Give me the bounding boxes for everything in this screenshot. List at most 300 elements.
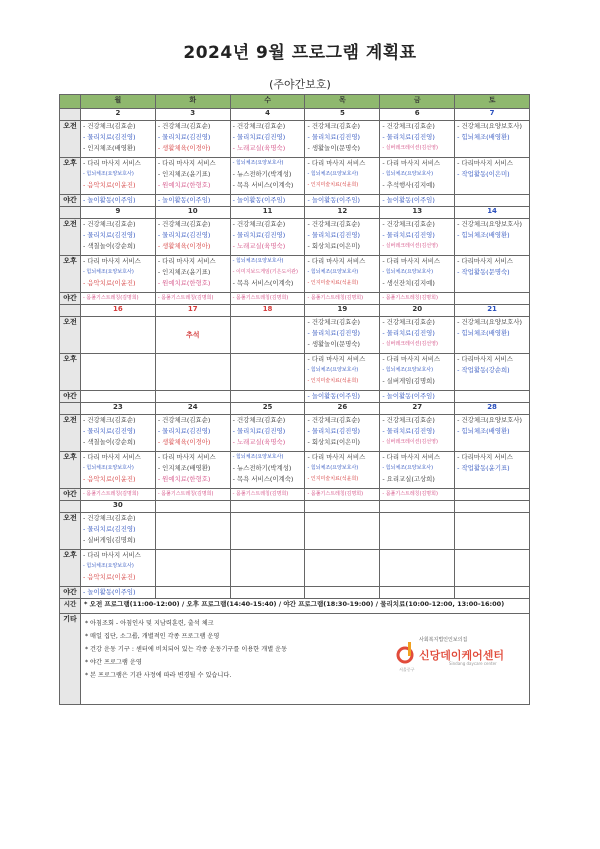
program-item: - 다리 마사지 서비스	[382, 159, 441, 167]
program-item: - 건강체크(김효순)	[382, 122, 435, 130]
program-item: - 인지미술치료(석윤희)	[307, 182, 359, 188]
schedule-cell	[230, 317, 305, 354]
program-item: - 물리치료(김진영)	[157, 427, 211, 435]
schedule-cell	[380, 391, 455, 403]
date-row	[60, 501, 530, 513]
program-item: - 힘뇌체조(배영환)	[457, 329, 510, 337]
date-number: 10	[155, 207, 230, 219]
date-number: 12	[305, 207, 380, 219]
schedule-cell	[81, 219, 156, 256]
program-item: - 이미지보드게임(기은도서관)	[232, 269, 298, 275]
program-item: - 몸풀기스트레칭(김명희)	[83, 295, 139, 301]
program-item: - 힘뇌체조(요양보호사)	[382, 465, 434, 471]
schedule-cell	[155, 489, 230, 501]
schedule-cell	[155, 256, 230, 293]
program-item: - 물리치료(김진영)	[232, 427, 286, 435]
program-item: - 인지미술치료(석윤희)	[307, 378, 359, 384]
period-label-pm: 오후	[60, 452, 81, 489]
program-item: - 작업활동(강순희)	[457, 366, 510, 374]
program-item: - 건강체크(김효순)	[232, 220, 286, 228]
day-header-fri: 금	[380, 95, 455, 109]
date-number: 13	[380, 207, 455, 219]
program-item: - 힘뇌체조(배영환)	[457, 231, 510, 239]
schedule-cell	[305, 293, 380, 305]
program-item: - 다리마사지 서비스	[457, 355, 513, 363]
schedule-cell	[155, 391, 230, 403]
schedule-cell	[81, 452, 156, 489]
schedule-cell	[81, 354, 156, 391]
program-item: - 인지체조(윤기표)	[157, 268, 211, 276]
schedule-cell	[230, 587, 305, 599]
program-item: - 물리치료(김진영)	[307, 231, 361, 239]
schedule-cell	[455, 317, 530, 354]
schedule-cell	[380, 489, 455, 501]
program-item: - 생신잔치(김지예)	[382, 279, 435, 287]
date-number: 18	[230, 305, 305, 317]
schedule-cell	[455, 256, 530, 293]
schedule-cell	[81, 293, 156, 305]
period-label-pm: 오후	[60, 158, 81, 195]
period-row-ev	[60, 391, 530, 403]
program-item: - 몸풀기스트레칭(김명희)	[232, 295, 289, 301]
schedule-cell	[81, 587, 156, 599]
date-row-label	[60, 501, 81, 513]
program-item: - 건강체크(요양보호사)	[457, 220, 523, 228]
program-item: - 힘뇌체조(배영환)	[457, 427, 510, 435]
program-item: - 건강체크(요양보호사)	[457, 416, 523, 424]
schedule-cell	[81, 550, 156, 587]
date-number: 4	[230, 109, 305, 121]
program-item: - 물리치료(김진영)	[382, 231, 435, 239]
date-number: 21	[455, 305, 530, 317]
center-logo	[393, 634, 523, 674]
schedule-cell	[305, 158, 380, 195]
schedule-cell	[455, 195, 530, 207]
program-item: - 목욕 서비스(이계숙)	[232, 279, 294, 287]
schedule-cell	[155, 317, 230, 354]
schedule-cell	[455, 293, 530, 305]
program-item: - 목욕 서비스(이계숙)	[232, 181, 294, 189]
program-item: - 색칠놀이(강순희)	[83, 438, 136, 446]
date-number: 24	[155, 403, 230, 415]
date-number: 14	[455, 207, 530, 219]
program-item: - 놀이활동(이주임)	[83, 196, 136, 204]
period-label-am: 오전	[60, 317, 81, 354]
program-item: - 작업활동(문명숙)	[457, 268, 510, 276]
schedule-cell	[230, 550, 305, 587]
program-item: - 몸풀기스트레칭(김명희)	[382, 295, 438, 301]
schedule-cell	[81, 256, 156, 293]
schedule-cell	[155, 195, 230, 207]
schedule-cell	[305, 550, 380, 587]
program-item: - 실버레크레이션(김선영)	[382, 341, 438, 347]
date-number: 19	[305, 305, 380, 317]
period-label-ev: 야간	[60, 391, 81, 403]
period-row-am	[60, 317, 530, 354]
date-number: 7	[455, 109, 530, 121]
program-item: - 실버레크레이션(김선영)	[382, 145, 438, 151]
date-number: 11	[230, 207, 305, 219]
schedule-cell	[155, 219, 230, 256]
program-item: - 건강체크(김효순)	[382, 416, 435, 424]
period-row-am	[60, 121, 530, 158]
schedule-cell	[455, 415, 530, 452]
date-number: 6	[380, 109, 455, 121]
period-label-pm: 오후	[60, 256, 81, 293]
schedule-cell	[380, 219, 455, 256]
program-item: - 다리마사지 서비스	[457, 159, 513, 167]
program-item: - 다리 마사지 서비스	[83, 257, 141, 265]
program-item: - 건강체크(김효순)	[307, 318, 361, 326]
schedule-cell	[455, 587, 530, 599]
date-number	[455, 501, 530, 513]
day-header-mon: 월	[81, 95, 156, 109]
program-item: - 인지체조(배영환)	[157, 464, 211, 472]
period-row-am	[60, 219, 530, 256]
program-item: - 건강체크(김효순)	[157, 416, 211, 424]
program-item: - 생활놀이(문명숙)	[307, 340, 361, 348]
schedule-cell	[81, 317, 156, 354]
program-item: - 음악치료(이윤진)	[83, 181, 136, 189]
period-row-pm	[60, 256, 530, 293]
program-item: - 건강체크(김효순)	[83, 220, 136, 228]
logo-region: 서울중구	[399, 667, 415, 672]
program-item: - 힘뇌체조(요양보호사)	[382, 269, 434, 275]
period-row-am	[60, 513, 530, 550]
holiday-label: 추석	[185, 331, 200, 339]
date-number: 27	[380, 403, 455, 415]
program-item: - 인지체조(윤기표)	[157, 170, 211, 178]
program-item: - 건강체크(김효순)	[307, 122, 361, 130]
schedule-cell	[455, 158, 530, 195]
logo-brand-name: 신당데이케어센터	[419, 649, 505, 662]
schedule-cell	[230, 293, 305, 305]
schedule-cell	[81, 415, 156, 452]
period-label-ev: 야간	[60, 587, 81, 599]
program-item: - 다리 마사지 서비스	[157, 257, 216, 265]
schedule-cell	[81, 513, 156, 550]
date-row	[60, 305, 530, 317]
schedule-cell	[380, 317, 455, 354]
schedule-cell	[230, 513, 305, 550]
schedule-cell	[81, 158, 156, 195]
program-item: - 원예치료(한형호)	[157, 181, 211, 189]
schedule-cell	[305, 317, 380, 354]
program-item: - 힘뇌체조(요양보호사)	[83, 269, 134, 275]
etc-note: * 아침조회 - 아침인사 및 지남력훈련, 출석 체크	[85, 620, 214, 627]
schedule-cell	[81, 489, 156, 501]
schedule-cell	[455, 513, 530, 550]
schedule-cell	[455, 489, 530, 501]
program-item: - 노래교실(육명숙)	[232, 242, 286, 250]
period-row-ev	[60, 195, 530, 207]
program-item: - 회상치료(이은미)	[307, 438, 361, 446]
date-number: 30	[81, 501, 156, 513]
program-item: - 다리 마사지 서비스	[307, 453, 366, 461]
schedule-cell	[155, 293, 230, 305]
program-item: - 놀이활동(이주임)	[307, 196, 361, 204]
time-label: 시간	[60, 599, 81, 614]
schedule-cell	[380, 195, 455, 207]
program-item: - 다리 마사지 서비스	[157, 453, 216, 461]
schedule-cell	[230, 391, 305, 403]
program-item: - 몸풀기스트레칭(김명희)	[307, 295, 364, 301]
program-item: - 물리치료(김진영)	[232, 231, 286, 239]
date-number: 2	[81, 109, 156, 121]
schedule-cell	[380, 513, 455, 550]
program-item: - 힘뇌체조(요양보호사)	[232, 160, 284, 166]
program-item: - 원예치료(한형호)	[157, 475, 211, 483]
date-number: 25	[230, 403, 305, 415]
day-header-sat: 토	[455, 95, 530, 109]
program-item: - 놀이활동(이주임)	[307, 392, 361, 400]
program-item: - 건강체크(요양보호사)	[457, 318, 523, 326]
date-number: 28	[455, 403, 530, 415]
program-item: - 노래교실(육명숙)	[232, 438, 286, 446]
program-item: - 회상치료(이은미)	[307, 242, 361, 250]
schedule-cell	[230, 415, 305, 452]
schedule-cell	[305, 391, 380, 403]
program-item: - 인지미술치료(석윤희)	[307, 280, 359, 286]
program-item: - 놀이활동(이주임)	[83, 588, 136, 596]
program-item: - 힘뇌체조(요양보호사)	[382, 367, 434, 373]
period-label-ev: 야간	[60, 293, 81, 305]
period-row-pm	[60, 452, 530, 489]
date-number	[155, 501, 230, 513]
schedule-cell	[305, 195, 380, 207]
program-item: - 실버레크레이션(김선영)	[382, 439, 438, 445]
program-item: - 건강체크(김효순)	[83, 514, 136, 522]
program-item: - 물리치료(김진영)	[157, 231, 211, 239]
program-item: - 다리마사지 서비스	[457, 257, 513, 265]
program-item: - 물리치료(김진영)	[382, 427, 435, 435]
program-item: - 물리치료(김진영)	[382, 133, 435, 141]
time-info: * 오전 프로그램(11:00-12:00) / 오후 프로그램(14:40-15:40) / 야간 프로그램(18:30-19:00) / 물리치료(10:00-12:00, 13:00-16:00)	[81, 599, 530, 614]
period-label-ev: 야간	[60, 195, 81, 207]
program-item: - 힘뇌체조(요양보호사)	[307, 367, 359, 373]
date-row	[60, 109, 530, 121]
program-item: - 놀이활동(이주임)	[382, 196, 435, 204]
schedule-cell	[305, 415, 380, 452]
schedule-cell	[81, 391, 156, 403]
program-item: - 생활체육(이경아)	[157, 242, 211, 250]
program-item: - 물리치료(김진영)	[307, 329, 361, 337]
program-item: - 건강체크(김효순)	[307, 416, 361, 424]
program-item: - 몸풀기스트레칭(김명희)	[83, 491, 139, 497]
date-number	[230, 501, 305, 513]
program-item: - 놀이활동(이주임)	[232, 196, 286, 204]
program-item: - 음악치료(이윤진)	[83, 279, 136, 287]
schedule-cell	[380, 354, 455, 391]
program-item: - 건강체크(김효순)	[157, 122, 211, 130]
schedule-cell	[230, 219, 305, 256]
program-item: - 건강체크(김효순)	[232, 122, 286, 130]
program-item: - 다리 마사지 서비스	[307, 257, 366, 265]
program-item: - 물리치료(김진영)	[382, 329, 435, 337]
etc-notes	[81, 614, 530, 705]
schedule-cell	[455, 219, 530, 256]
program-item: - 건강체크(요양보호사)	[457, 122, 523, 130]
program-item: - 생활놀이(문명숙)	[307, 144, 361, 152]
schedule-cell	[230, 452, 305, 489]
program-item: - 작업활동(이은미)	[457, 170, 510, 178]
program-item: - 물리치료(김진영)	[83, 133, 136, 141]
program-item: - 다리 마사지 서비스	[157, 159, 216, 167]
program-item: - 다리 마사지 서비스	[307, 355, 366, 363]
program-item: - 건강체크(김효순)	[382, 220, 435, 228]
period-label-ev: 야간	[60, 489, 81, 501]
date-row	[60, 403, 530, 415]
period-label-am: 오전	[60, 415, 81, 452]
schedule-cell	[380, 550, 455, 587]
date-number: 9	[81, 207, 156, 219]
schedule-cell	[230, 158, 305, 195]
schedule-cell	[230, 354, 305, 391]
program-item: - 음악치료(이윤진)	[83, 475, 136, 483]
schedule-cell	[455, 550, 530, 587]
program-item: - 실버레크레이션(김선영)	[382, 243, 438, 249]
program-item: - 원예치료(한형호)	[157, 279, 211, 287]
program-item: - 다리 마사지 서비스	[83, 551, 141, 559]
schedule-cell	[230, 489, 305, 501]
schedule-cell	[380, 293, 455, 305]
program-item: - 물리치료(김진영)	[307, 427, 361, 435]
program-item: - 실버게임(김명희)	[382, 377, 435, 385]
date-number: 3	[155, 109, 230, 121]
date-row-label	[60, 305, 81, 317]
program-item: - 색칠놀이(강순희)	[83, 242, 136, 250]
schedule-cell	[305, 452, 380, 489]
program-item: - 인지미술치료(석윤희)	[307, 476, 359, 482]
schedule-cell	[230, 121, 305, 158]
logo-english-name: Sindang daycare center	[449, 661, 497, 666]
period-row-pm	[60, 550, 530, 587]
program-item: - 다리마사지 서비스	[457, 453, 513, 461]
day-header-thu: 목	[305, 95, 380, 109]
program-item: - 건강체크(김효순)	[83, 416, 136, 424]
program-item: - 물리치료(김진영)	[83, 231, 136, 239]
program-item: - 힘뇌체조(요양보호사)	[83, 465, 134, 471]
program-item: - 건강체크(김효순)	[382, 318, 435, 326]
program-item: - 뉴스전하기(박계성)	[232, 170, 292, 178]
program-item: - 놀이활동(이주임)	[382, 392, 435, 400]
schedule-cell	[155, 354, 230, 391]
date-row	[60, 207, 530, 219]
schedule-cell	[305, 219, 380, 256]
schedule-cell	[380, 587, 455, 599]
period-row-ev	[60, 587, 530, 599]
period-row-am	[60, 415, 530, 452]
program-item: - 힘뇌체조(요양보호사)	[232, 258, 284, 264]
schedule-cell	[155, 550, 230, 587]
date-number: 26	[305, 403, 380, 415]
schedule-cell	[81, 121, 156, 158]
etc-note: * 건강 운동 기구 : 센터에 비치되어 있는 각종 운동기구를 이용한 개별 운동	[85, 646, 288, 653]
program-item: - 몸풀기스트레칭(김명희)	[307, 491, 364, 497]
date-row-label	[60, 403, 81, 415]
schedule-cell	[305, 121, 380, 158]
program-item: - 실버게임(김명희)	[83, 536, 136, 544]
date-row-label	[60, 109, 81, 121]
program-item: - 다리 마사지 서비스	[382, 453, 441, 461]
program-item: - 다리 마사지 서비스	[83, 159, 141, 167]
schedule-cell	[455, 452, 530, 489]
program-item: - 다리 마사지 서비스	[382, 355, 441, 363]
program-item: - 인지체조(배영환)	[83, 144, 136, 152]
schedule-cell	[455, 391, 530, 403]
schedule-cell	[305, 513, 380, 550]
period-row-pm	[60, 158, 530, 195]
schedule-cell	[305, 354, 380, 391]
program-calendar	[59, 94, 530, 705]
schedule-cell	[380, 121, 455, 158]
program-item: - 물리치료(김진영)	[83, 427, 136, 435]
program-item: - 뉴스전하기(박계성)	[232, 464, 292, 472]
program-item: - 힘뇌체조(요양보호사)	[232, 454, 284, 460]
schedule-cell	[380, 415, 455, 452]
program-item: - 물리치료(김진영)	[307, 133, 361, 141]
program-item: - 몸풀기스트레칭(김명희)	[232, 491, 289, 497]
program-item: - 다리 마사지 서비스	[382, 257, 441, 265]
schedule-cell	[155, 587, 230, 599]
logo-mark-icon	[395, 640, 415, 666]
etc-note: * 야간 프로그램 운영	[85, 659, 142, 666]
program-item: - 힘뇌체조(요양보호사)	[307, 269, 359, 275]
period-label-pm: 오후	[60, 550, 81, 587]
logo-corp-name: 사회복지법인인보의집	[419, 637, 468, 643]
schedule-cell	[380, 158, 455, 195]
program-item: - 힘뇌체조(배영환)	[457, 133, 510, 141]
date-number: 23	[81, 403, 156, 415]
period-label-am: 오전	[60, 121, 81, 158]
program-item: - 노래교실(육명숙)	[232, 144, 286, 152]
header-corner	[60, 95, 81, 109]
program-item: - 다리 마사지 서비스	[307, 159, 366, 167]
page-subtitle: (주야간보호)	[269, 78, 331, 91]
program-item: - 음악치료(이윤진)	[83, 573, 136, 581]
program-item: - 물리치료(김진영)	[232, 133, 286, 141]
date-number: 17	[155, 305, 230, 317]
program-item: - 힘뇌체조(요양보호사)	[83, 563, 134, 569]
date-number: 5	[305, 109, 380, 121]
etc-note: * 매일 집단, 소그룹, 개별적인 각종 프로그램 운영	[85, 633, 220, 640]
schedule-cell	[155, 121, 230, 158]
date-number: 20	[380, 305, 455, 317]
schedule-cell	[230, 195, 305, 207]
program-item: - 건강체크(김효순)	[307, 220, 361, 228]
program-item: - 힘뇌체조(요양보호사)	[307, 171, 359, 177]
program-item: - 몸풀기스트레칭(김명희)	[157, 295, 214, 301]
schedule-cell	[305, 489, 380, 501]
schedule-cell	[155, 452, 230, 489]
period-label-pm: 오후	[60, 354, 81, 391]
schedule-cell	[155, 158, 230, 195]
date-row-label	[60, 207, 81, 219]
schedule-cell	[155, 513, 230, 550]
program-item: - 힘뇌체조(요양보호사)	[83, 171, 134, 177]
schedule-cell	[155, 415, 230, 452]
schedule-cell	[380, 256, 455, 293]
etc-note: * 본 프로그램은 기관 사정에 따라 변경될 수 있습니다.	[85, 672, 232, 679]
day-header-wed: 수	[230, 95, 305, 109]
program-item: - 몸풀기스트레칭(김명희)	[382, 491, 438, 497]
program-item: - 추석행사(김지예)	[382, 181, 435, 189]
period-row-ev	[60, 489, 530, 501]
period-label-am: 오전	[60, 219, 81, 256]
period-row-ev	[60, 293, 530, 305]
program-item: - 목욕 서비스(이계숙)	[232, 475, 294, 483]
date-number: 16	[81, 305, 156, 317]
